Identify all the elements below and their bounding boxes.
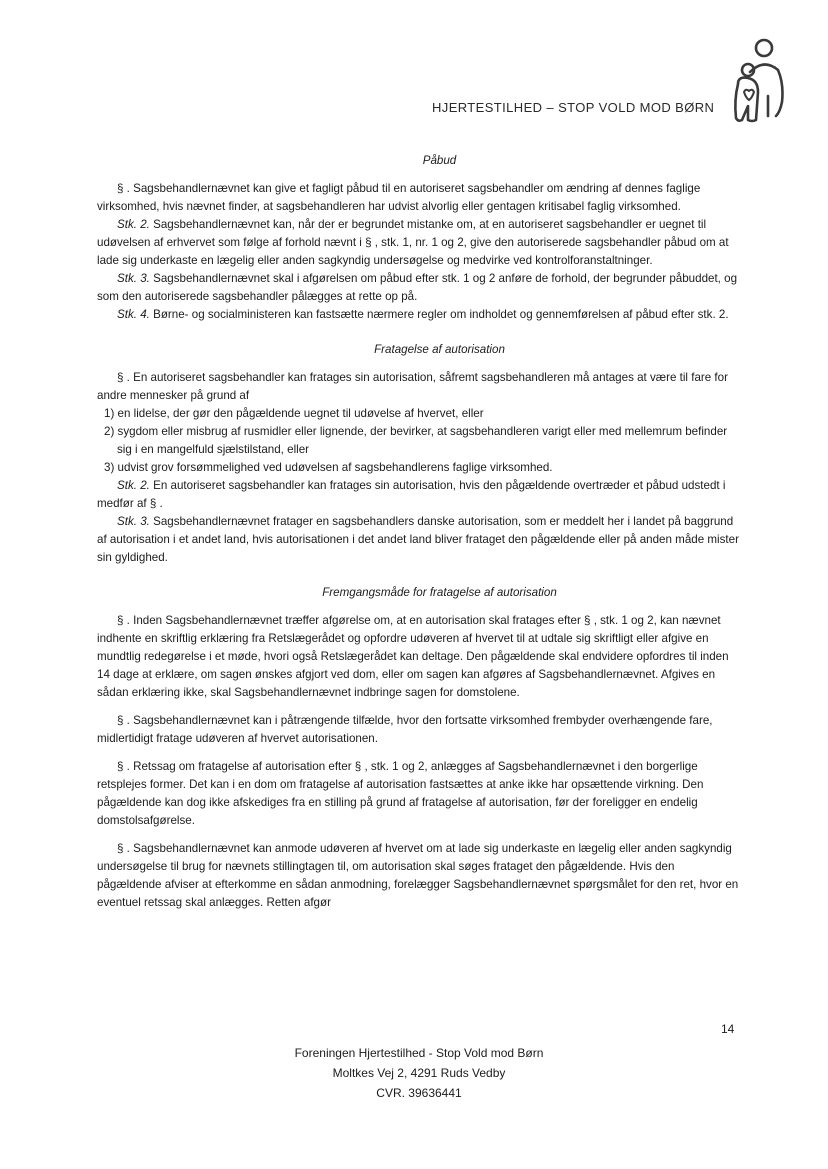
paragraph: § . Retssag om fratagelse af autorisation efter § , stk. 1 og 2, anlægges af Sagsbehandlernævnet i den borgerlige retsplejes former. Det kan i en dom om fratagelse af autorisation fastsættes at anke ikke har opsættende virkning. Den pågældende kan dog ikke afskediges fra en stilling på grund af fratagelse af autorisation, før der foreligger en endelig domstolsafgørelse. (97, 760, 704, 827)
footer-organization: Foreningen Hjertestilhed - Stop Vold mod Børn (294, 1046, 544, 1060)
list-item: 2) sygdom eller misbrug af rusmidler eller lignende, der bevirker, at sagsbehandleren varigt eller med mellemrum befinder sig i en mangelfuld sjælstilstand, eller (104, 425, 728, 456)
document-body (97, 152, 742, 912)
paragraph: § . Inden Sagsbehandlernævnet træffer afgørelse om, at en autorisation skal fratages efter § , stk. 1 og 2, kan nævnet indhente en skriftlig erklæring fra Retslægerådet og opfordre udøveren af hvervet til at udtale sig skriftligt eller afgive en mundtlig redegørelse i et møde, hvori også Retslægerådet kan deltage. Den pågældende skal endvidere opfordres til inden 14 dage at erklære, om sagen ønskes afgjort ved dom, eller om sagen kan afgøres af Sagsbehandlernævnet. Afgives en sådan erklæring ikke, skal Sagsbehandlernævnet indbringe sagen for domstolene. (97, 614, 729, 699)
paragraph (97, 306, 742, 324)
stk-label: Stk. 2. (117, 218, 150, 231)
footer-address: Moltkes Vej 2, 4291 Ruds Vedby (332, 1066, 506, 1080)
paragraph (97, 477, 742, 513)
family-heart-logo-icon (728, 36, 786, 126)
stk-text: En autoriseret sagsbehandler kan fratages sin autorisation, hvis den pågældende overtræder et påbud udstedt i medfør af § . (97, 479, 726, 510)
paragraph (97, 216, 742, 270)
paragraph (97, 270, 742, 306)
paragraph: § . Sagsbehandlernævnet kan i påtrængende tilfælde, hvor den fortsatte virksomhed frembyder overhængende fare, midlertidigt fratage udøveren af hvervet autorisationen. (97, 714, 713, 745)
section-heading-fremgangsmaade: Fremgangsmåde for fratagelse af autorisation (322, 586, 557, 599)
paragraph (97, 513, 742, 567)
section-heading-fratagelse: Fratagelse af autorisation (374, 343, 505, 356)
paragraph: § . Sagsbehandlernævnet kan anmode udøveren af hvervet om at lade sig underkaste en lægelig eller anden sagkyndig undersøgelse til brug for nævnets stillingtagen til, om autorisation skal søges frataget den pågældende. Hvis den pågældende afviser at efterkomme en sådan anmodning, forelægger Sagsbehandlernævnet spørgsmålet for den ret, hvor en eventuel retssag skal anlægges. Retten afgør (97, 842, 739, 909)
header-title: HJERTESTILHED – STOP VOLD MOD BØRN (432, 100, 715, 115)
stk-text: Sagsbehandlernævnet skal i afgørelsen om påbud efter stk. 1 og 2 anføre de forhold, der begrunder påbuddet, og som den autoriserede sagsbehandler pålægges at rette op på. (97, 272, 738, 303)
section-heading-pabud: Påbud (422, 154, 457, 167)
page-number: 14 (721, 1022, 735, 1036)
footer (0, 1043, 828, 1103)
stk-text: Sagsbehandlernævnet kan, når der er begrundet mistanke om, at en autoriseret sagsbehandler er uegnet til udøvelsen af erhvervet som følge af forhold nævnt i § , stk. 1, nr. 1 og 2, give den autoriserede sagsbehandler påbud om at lade sig underkaste en lægelig eller anden sagkyndig undersøgelse og medvirke ved kontrolforanstaltninger. (97, 218, 729, 267)
stk-label: Stk. 3. (117, 272, 150, 285)
list-item: 1) en lidelse, der gør den pågældende uegnet til udøvelse af hvervet, eller (104, 407, 484, 420)
stk-label: Stk. 3. (117, 515, 150, 528)
footer-cvr: CVR. 39636441 (376, 1086, 462, 1100)
paragraph: § . Sagsbehandlernævnet kan give et fagligt påbud til en autoriseret sagsbehandler om ændring af dennes faglige virksomhed, hvis nævnet finder, at sagsbehandleren har udvist alvorlig eller gentagen kritisabel faglig virksomhed. (97, 182, 701, 213)
list-item: 3) udvist grov forsømmelighed ved udøvelsen af sagsbehandlerens faglige virksomhed. (104, 461, 553, 474)
stk-label: Stk. 4. (117, 308, 150, 321)
paragraph: § . En autoriseret sagsbehandler kan fratages sin autorisation, såfremt sagsbehandleren må antages at være til fare for andre mennesker på grund af (97, 371, 728, 402)
stk-label: Stk. 2. (117, 479, 150, 492)
stk-text: Sagsbehandlernævnet fratager en sagsbehandlers danske autorisation, som er meddelt her i landet på baggrund af autorisation i et andet land, hvis autorisationen i det andet land bliver frataget den pågældende eller på anden måde mister sin gyldighed. (97, 515, 739, 564)
stk-text: Børne- og socialministeren kan fastsætte nærmere regler om indholdet og gennemførelsen af påbud efter stk. 2. (149, 308, 729, 321)
